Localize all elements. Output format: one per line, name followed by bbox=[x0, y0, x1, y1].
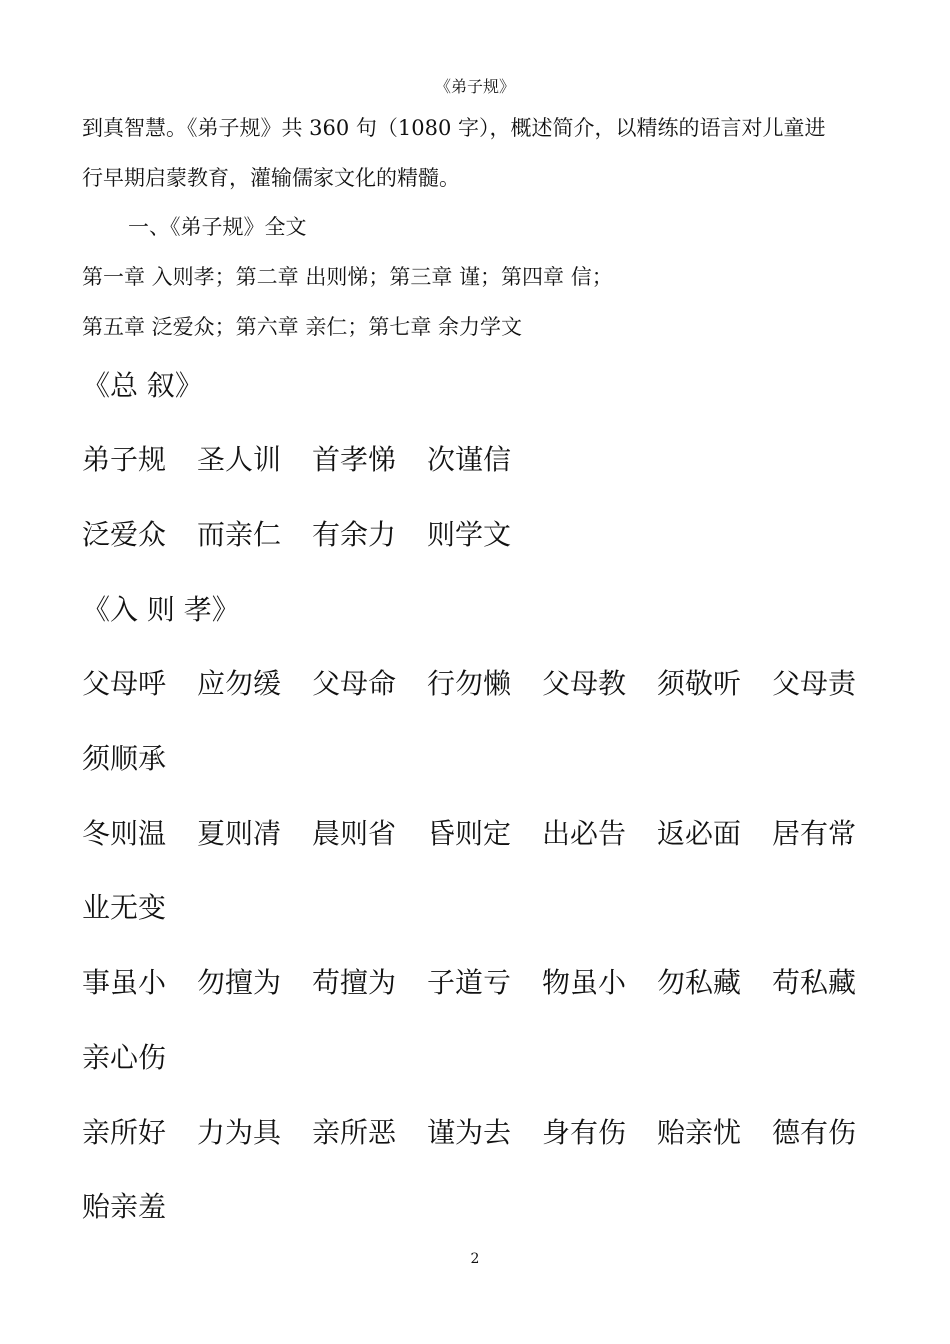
verse-phrase: 则学文 bbox=[427, 518, 512, 551]
section-heading: 一、《弟子规》全文 bbox=[128, 215, 307, 239]
verse-phrase: 冬则温 bbox=[82, 817, 167, 850]
verse-phrase: 业无变 bbox=[82, 891, 167, 924]
verse-phrase: 事虽小 bbox=[82, 966, 167, 999]
verse-row bbox=[82, 1185, 882, 1225]
verse-phrase: 勿私藏 bbox=[657, 966, 742, 999]
verse-phrase: 物虽小 bbox=[542, 966, 627, 999]
verse-phrase: 晨则省 bbox=[312, 817, 397, 850]
verse-phrase: 而亲仁 bbox=[197, 518, 282, 551]
verse-row bbox=[82, 1111, 882, 1151]
verse-row bbox=[82, 438, 882, 478]
verse-phrase: 居有常 bbox=[772, 817, 857, 850]
verse-phrase: 夏则凊 bbox=[197, 817, 282, 850]
verse-phrase: 昏则定 bbox=[427, 817, 512, 850]
page-number: 2 bbox=[470, 1251, 480, 1267]
verse-phrase: 德有伤 bbox=[772, 1116, 857, 1149]
verse-phrase: 贻亲羞 bbox=[82, 1190, 167, 1223]
verse-row bbox=[82, 812, 882, 852]
verse-phrase: 亲所好 bbox=[82, 1116, 167, 1149]
verse-phrase: 苟擅为 bbox=[312, 966, 397, 999]
verse-phrase: 行勿懒 bbox=[427, 667, 512, 700]
verse-phrase: 子道亏 bbox=[427, 966, 512, 999]
verse-phrase: 返必面 bbox=[657, 817, 742, 850]
verse-phrase: 谨为去 bbox=[427, 1116, 512, 1149]
verse-phrase: 身有伤 bbox=[542, 1116, 627, 1149]
verse-row bbox=[82, 513, 882, 553]
zongxu-title: 《总 叙》 bbox=[82, 369, 203, 402]
verse-phrase: 有余力 bbox=[312, 518, 397, 551]
verse-phrase: 父母命 bbox=[312, 667, 397, 700]
ruzexiao-title: 《入 则 孝》 bbox=[82, 593, 240, 626]
verse-phrase: 亲所恶 bbox=[312, 1116, 397, 1149]
verse-phrase: 贻亲忧 bbox=[657, 1116, 742, 1149]
verse-phrase: 勿擅为 bbox=[197, 966, 282, 999]
verse-phrase: 次谨信 bbox=[427, 443, 512, 476]
verse-phrase: 出必告 bbox=[542, 817, 627, 850]
verse-phrase: 须敬听 bbox=[657, 667, 742, 700]
verse-phrase: 苟私藏 bbox=[772, 966, 857, 999]
intro-line-2: 行早期启蒙教育，灌输儒家文化的精髓。 bbox=[82, 166, 460, 190]
verse-phrase: 父母责 bbox=[772, 667, 857, 700]
verse-row bbox=[82, 1036, 882, 1076]
verse-phrase: 力为具 bbox=[197, 1116, 282, 1149]
verse-row bbox=[82, 737, 882, 777]
verse-phrase: 泛爱众 bbox=[82, 518, 167, 551]
verse-phrase: 父母呼 bbox=[82, 667, 167, 700]
verse-phrase: 亲心伤 bbox=[82, 1041, 167, 1074]
page-header: 《弟子规》 bbox=[434, 77, 515, 96]
verse-row bbox=[82, 961, 882, 1001]
verse-phrase: 圣人训 bbox=[197, 443, 282, 476]
verse-phrase: 首孝悌 bbox=[312, 443, 397, 476]
verse-phrase: 弟子规 bbox=[82, 443, 167, 476]
verse-row bbox=[82, 886, 882, 926]
verse-row bbox=[82, 662, 882, 702]
chapter-list-line-1: 第一章 入则孝；第二章 出则悌；第三章 谨；第四章 信； bbox=[82, 265, 613, 289]
verse-phrase: 父母教 bbox=[542, 667, 627, 700]
verse-phrase: 应勿缓 bbox=[197, 667, 282, 700]
chapter-list-line-2: 第五章 泛爱众；第六章 亲仁；第七章 余力学文 bbox=[82, 315, 523, 339]
verse-phrase: 须顺承 bbox=[82, 742, 167, 775]
intro-line-1: 到真智慧。《弟子规》共 360 句（1080 字），概述简介，以精练的语言对儿童进 bbox=[82, 116, 826, 140]
